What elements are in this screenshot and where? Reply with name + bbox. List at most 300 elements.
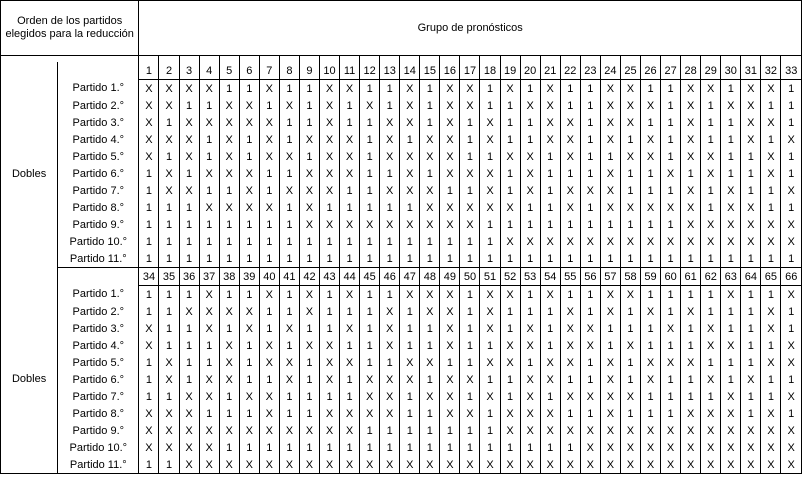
prediction-cell: 1 <box>460 337 480 354</box>
prediction-cell: X <box>340 148 360 165</box>
prediction-cell: X <box>520 182 540 199</box>
match-label: Partido 7.° <box>58 182 139 199</box>
prediction-cell: X <box>139 114 159 131</box>
prediction-cell: 1 <box>299 114 319 131</box>
prediction-cell: X <box>580 439 600 456</box>
prediction-cell: X <box>600 354 620 371</box>
prediction-cell: 1 <box>460 250 480 268</box>
prediction-cell: X <box>560 422 580 439</box>
prediction-cell: X <box>661 165 681 182</box>
prediction-cell: 1 <box>159 456 179 474</box>
prediction-cell: 1 <box>199 405 219 422</box>
prediction-cell: X <box>239 388 259 405</box>
prediction-cell: X <box>701 320 721 337</box>
match-row <box>1 388 802 405</box>
prediction-cell: 1 <box>500 97 520 114</box>
dobles-label: Dobles <box>1 268 58 474</box>
group-number: 11 <box>340 62 360 80</box>
prediction-cell: X <box>681 456 701 474</box>
prediction-cell: X <box>600 456 620 474</box>
prediction-cell: 1 <box>480 371 500 388</box>
match-row <box>1 439 802 456</box>
prediction-cell: 1 <box>701 97 721 114</box>
prediction-cell: 1 <box>360 320 380 337</box>
prediction-cell: X <box>781 354 802 371</box>
prediction-cell: 1 <box>199 131 219 148</box>
group-number: 27 <box>661 62 681 80</box>
prediction-cell: X <box>139 131 159 148</box>
prediction-cell: X <box>199 114 219 131</box>
prediction-cell: X <box>420 131 440 148</box>
prediction-cell: 1 <box>360 286 380 304</box>
prediction-cell: 1 <box>640 114 660 131</box>
prediction-cell: 1 <box>139 165 159 182</box>
match-row <box>1 303 802 320</box>
prediction-cell: X <box>560 337 580 354</box>
prediction-cell: 1 <box>400 250 420 268</box>
prediction-cell: X <box>620 97 640 114</box>
prediction-cell: 1 <box>420 114 440 131</box>
prediction-cell: X <box>299 456 319 474</box>
prediction-cell: 1 <box>340 303 360 320</box>
prediction-cell: 1 <box>721 148 741 165</box>
match-label: Partido 2.° <box>58 303 139 320</box>
prediction-cell: 1 <box>179 286 199 304</box>
prediction-cell: 1 <box>400 439 420 456</box>
prediction-cell: 1 <box>179 337 199 354</box>
prediction-cell: 1 <box>640 405 660 422</box>
prediction-cell: X <box>460 165 480 182</box>
prediction-cell: 1 <box>279 439 299 456</box>
prediction-cell: X <box>701 439 721 456</box>
prediction-cell: X <box>259 114 279 131</box>
prediction-cell: 1 <box>340 371 360 388</box>
prediction-cell: 1 <box>580 97 600 114</box>
prediction-cell: X <box>179 182 199 199</box>
prediction-cell: 1 <box>701 388 721 405</box>
prediction-cell: X <box>259 422 279 439</box>
prediction-cell: X <box>761 80 781 98</box>
prediction-cell: 1 <box>299 405 319 422</box>
prediction-cell: 1 <box>139 371 159 388</box>
prediction-cell: X <box>179 456 199 474</box>
prediction-cell: 1 <box>420 439 440 456</box>
prediction-cell: X <box>681 131 701 148</box>
prediction-cell: 1 <box>781 405 802 422</box>
prediction-cell: 1 <box>279 250 299 268</box>
prediction-cell: X <box>761 354 781 371</box>
prediction-cell: 1 <box>420 80 440 98</box>
prediction-cell: 1 <box>139 250 159 268</box>
prediction-cell: 1 <box>781 199 802 216</box>
prediction-cell: X <box>139 148 159 165</box>
prediction-cell: 1 <box>299 250 319 268</box>
prediction-cell: X <box>380 182 400 199</box>
match-row <box>1 97 802 114</box>
prediction-cell: X <box>500 199 520 216</box>
prediction-cell: 1 <box>540 439 560 456</box>
prediction-cell: 1 <box>440 250 460 268</box>
prediction-cell: X <box>640 131 660 148</box>
prediction-cell: 1 <box>340 388 360 405</box>
prediction-cell: X <box>239 303 259 320</box>
prediction-cell: 1 <box>600 337 620 354</box>
prediction-cell: 1 <box>400 405 420 422</box>
group-number: 29 <box>701 62 721 80</box>
match-label: Partido 10.° <box>58 233 139 250</box>
prediction-cell: 1 <box>500 182 520 199</box>
prediction-cell: X <box>781 182 802 199</box>
prediction-cell: X <box>279 148 299 165</box>
prediction-cell: 1 <box>319 303 339 320</box>
prediction-cell: X <box>661 233 681 250</box>
prediction-cell: 1 <box>781 165 802 182</box>
prediction-cell: 1 <box>721 371 741 388</box>
prediction-cell: X <box>781 388 802 405</box>
prediction-cell: X <box>319 131 339 148</box>
group-number: 19 <box>500 62 520 80</box>
prediction-cell: 1 <box>340 250 360 268</box>
match-label: Partido 7.° <box>58 388 139 405</box>
prediction-cell: X <box>340 131 360 148</box>
prediction-cell: 1 <box>701 114 721 131</box>
match-label: Partido 3.° <box>58 320 139 337</box>
prediction-cell: X <box>440 405 460 422</box>
prediction-cell: X <box>500 456 520 474</box>
group-number: 36 <box>179 268 199 286</box>
prediction-cell: X <box>159 97 179 114</box>
prediction-cell: X <box>440 371 460 388</box>
prediction-cell: 1 <box>480 337 500 354</box>
prediction-cell: X <box>219 199 239 216</box>
group-number: 6 <box>239 62 259 80</box>
group-number: 8 <box>279 62 299 80</box>
match-label: Partido 5.° <box>58 148 139 165</box>
prediction-cell: X <box>721 456 741 474</box>
prediction-cell: 1 <box>360 422 380 439</box>
prediction-cell: 1 <box>219 405 239 422</box>
prediction-cell: X <box>299 182 319 199</box>
prediction-cell: X <box>580 320 600 337</box>
prediction-cell: X <box>440 97 460 114</box>
prediction-cell: X <box>440 216 460 233</box>
prediction-cell: X <box>219 354 239 371</box>
prediction-cell: X <box>440 320 460 337</box>
prediction-cell: X <box>340 80 360 98</box>
prediction-cell: 1 <box>560 286 580 304</box>
prediction-cell: X <box>340 422 360 439</box>
prediction-cell: X <box>620 148 640 165</box>
prediction-cell: X <box>681 114 701 131</box>
prediction-cell: 1 <box>560 216 580 233</box>
prediction-cell: 1 <box>219 216 239 233</box>
prediction-cell: 1 <box>620 320 640 337</box>
prediction-cell: X <box>761 456 781 474</box>
prediction-cell: 1 <box>741 388 761 405</box>
group-number: 52 <box>500 268 520 286</box>
prediction-cell: X <box>701 422 721 439</box>
prediction-cell: X <box>319 148 339 165</box>
prediction-cell: 1 <box>219 233 239 250</box>
prediction-cell: 1 <box>299 80 319 98</box>
prediction-cell: X <box>540 422 560 439</box>
prediction-cell: 1 <box>661 182 681 199</box>
prediction-cell: X <box>600 199 620 216</box>
match-label: Partido 8.° <box>58 405 139 422</box>
match-row <box>1 114 802 131</box>
prediction-cell: X <box>741 114 761 131</box>
group-number: 7 <box>259 62 279 80</box>
prediction-cell: X <box>580 388 600 405</box>
prediction-cell: X <box>360 97 380 114</box>
match-row <box>1 148 802 165</box>
prediction-cell: X <box>600 422 620 439</box>
prediction-cell: 1 <box>761 199 781 216</box>
prediction-cell: X <box>661 320 681 337</box>
prediction-cell: X <box>319 371 339 388</box>
prediction-cell: 1 <box>299 148 319 165</box>
prediction-cell: X <box>600 233 620 250</box>
prediction-cell: 1 <box>179 165 199 182</box>
prediction-cell: 1 <box>159 303 179 320</box>
prediction-cell: 1 <box>279 233 299 250</box>
prediction-cell: X <box>721 439 741 456</box>
prediction-cell: 1 <box>560 165 580 182</box>
prediction-cell: X <box>741 371 761 388</box>
prediction-cell: 1 <box>460 320 480 337</box>
prediction-cell: X <box>480 303 500 320</box>
prediction-cell: 1 <box>139 199 159 216</box>
prediction-cell: X <box>600 80 620 98</box>
prediction-cell: X <box>340 165 360 182</box>
prediction-cell: X <box>701 216 721 233</box>
prediction-cell: X <box>219 422 239 439</box>
prediction-cell: X <box>640 456 660 474</box>
prediction-cell: 1 <box>279 131 299 148</box>
prediction-cell: 1 <box>761 131 781 148</box>
prediction-cell: 1 <box>440 439 460 456</box>
group-number: 53 <box>520 268 540 286</box>
group-number: 15 <box>420 62 440 80</box>
prediction-cell: 1 <box>259 182 279 199</box>
prediction-cell: 1 <box>580 405 600 422</box>
prediction-cell: X <box>741 97 761 114</box>
prediction-cell: X <box>380 148 400 165</box>
group-number: 44 <box>340 268 360 286</box>
match-row <box>1 216 802 233</box>
prediction-cell: 1 <box>640 320 660 337</box>
prediction-cell: X <box>761 320 781 337</box>
prediction-cell: 1 <box>640 216 660 233</box>
prediction-cell: X <box>199 303 219 320</box>
prediction-cell: X <box>360 216 380 233</box>
prediction-cell: X <box>199 320 219 337</box>
prediction-cell: X <box>781 216 802 233</box>
group-number: 34 <box>139 268 159 286</box>
prediction-cell: 1 <box>400 422 420 439</box>
prediction-cell: X <box>460 456 480 474</box>
group-number: 35 <box>159 268 179 286</box>
prediction-cell: X <box>420 286 440 304</box>
prediction-cell: 1 <box>139 354 159 371</box>
prediction-cell: 1 <box>420 337 440 354</box>
prediction-cell: X <box>520 371 540 388</box>
prediction-cell: 1 <box>460 131 480 148</box>
prediction-cell: X <box>560 233 580 250</box>
prediction-cell: 1 <box>781 250 802 268</box>
prediction-cell: X <box>380 388 400 405</box>
prediction-cell: X <box>500 80 520 98</box>
prediction-cell: X <box>259 199 279 216</box>
match-row <box>1 422 802 439</box>
prediction-cell: 1 <box>380 286 400 304</box>
prediction-cell: 1 <box>259 233 279 250</box>
prediction-cell: X <box>620 456 640 474</box>
prediction-cell: 1 <box>560 250 580 268</box>
prediction-cell: X <box>319 354 339 371</box>
group-number: 26 <box>640 62 660 80</box>
prediction-cell: 1 <box>500 439 520 456</box>
prediction-cell: X <box>781 337 802 354</box>
prediction-cell: X <box>440 286 460 304</box>
prediction-cell: X <box>640 303 660 320</box>
prediction-cell: X <box>340 320 360 337</box>
prediction-cell: X <box>520 422 540 439</box>
prediction-cell: X <box>721 233 741 250</box>
prediction-cell: 1 <box>460 182 480 199</box>
prediction-cell: X <box>761 422 781 439</box>
prediction-cell: 1 <box>560 405 580 422</box>
prediction-cell: 1 <box>661 131 681 148</box>
prediction-cell: X <box>540 80 560 98</box>
prediction-cell: 1 <box>319 250 339 268</box>
group-number: 54 <box>540 268 560 286</box>
prediction-cell: X <box>480 388 500 405</box>
prediction-cell: X <box>600 131 620 148</box>
prediction-cell: 1 <box>620 165 640 182</box>
prediction-cell: 1 <box>440 233 460 250</box>
prediction-cell: 1 <box>259 303 279 320</box>
prediction-cell: 1 <box>540 148 560 165</box>
prediction-cell: 1 <box>721 303 741 320</box>
prediction-cell: 1 <box>340 114 360 131</box>
prediction-cell: 1 <box>540 165 560 182</box>
prediction-cell: X <box>520 337 540 354</box>
prediction-cell: X <box>319 405 339 422</box>
prediction-cell: 1 <box>380 165 400 182</box>
prediction-cell: 1 <box>360 250 380 268</box>
prediction-cell: 1 <box>279 165 299 182</box>
prediction-cell: X <box>620 114 640 131</box>
prediction-cell: X <box>741 131 761 148</box>
prediction-cell: 1 <box>741 148 761 165</box>
prediction-cell: 1 <box>681 388 701 405</box>
prediction-cell: X <box>540 371 560 388</box>
prediction-cell: 1 <box>380 233 400 250</box>
prediction-cell: X <box>319 337 339 354</box>
prediction-cell: 1 <box>540 199 560 216</box>
prediction-cell: 1 <box>640 182 660 199</box>
prediction-cell: X <box>480 165 500 182</box>
match-row <box>1 250 802 268</box>
prediction-cell: 1 <box>500 131 520 148</box>
prediction-cell: 1 <box>640 337 660 354</box>
match-row <box>1 182 802 199</box>
prediction-cell: X <box>520 405 540 422</box>
prediction-cell: X <box>219 456 239 474</box>
group-number: 14 <box>400 62 420 80</box>
prediction-cell: 1 <box>319 286 339 304</box>
prediction-cell: X <box>560 131 580 148</box>
prediction-cell: 1 <box>259 97 279 114</box>
prediction-cell: 1 <box>299 439 319 456</box>
prediction-cell: X <box>259 388 279 405</box>
prediction-cell: 1 <box>540 216 560 233</box>
group-number: 61 <box>681 268 701 286</box>
prediction-cell: X <box>380 405 400 422</box>
prediction-cell: 1 <box>661 250 681 268</box>
prediction-cell: X <box>420 182 440 199</box>
prediction-cell: 1 <box>340 439 360 456</box>
prediction-cell: X <box>440 165 460 182</box>
prediction-cell: 1 <box>781 80 802 98</box>
prediction-cell: 1 <box>580 148 600 165</box>
prediction-cell: 1 <box>420 97 440 114</box>
prediction-cell: X <box>520 148 540 165</box>
match-row <box>1 233 802 250</box>
prediction-cell: X <box>159 422 179 439</box>
prediction-cell: 1 <box>400 303 420 320</box>
prediction-cell: 1 <box>500 250 520 268</box>
prediction-cell: 1 <box>681 286 701 304</box>
prediction-cell: X <box>480 131 500 148</box>
prediction-cell: 1 <box>741 320 761 337</box>
prediction-cell: X <box>480 114 500 131</box>
prediction-cell: X <box>380 320 400 337</box>
prediction-cell: X <box>279 354 299 371</box>
prediction-cell: X <box>741 80 761 98</box>
prediction-cell: 1 <box>279 303 299 320</box>
prediction-cell: 1 <box>781 97 802 114</box>
group-number: 38 <box>219 268 239 286</box>
prediction-cell: 1 <box>259 371 279 388</box>
group-number: 48 <box>420 268 440 286</box>
prediction-cell: 1 <box>480 439 500 456</box>
prediction-cell: 1 <box>239 371 259 388</box>
dobles-label: Dobles <box>1 62 58 268</box>
match-row <box>1 165 802 182</box>
prediction-cell: 1 <box>640 165 660 182</box>
prediction-cell: 1 <box>781 371 802 388</box>
prediction-cell: X <box>340 286 360 304</box>
prediction-cell: X <box>560 320 580 337</box>
prediction-cell: 1 <box>520 131 540 148</box>
prediction-cell: 1 <box>279 286 299 304</box>
prediction-cell: X <box>400 148 420 165</box>
prediction-cell: 1 <box>319 320 339 337</box>
prediction-cell: 1 <box>520 114 540 131</box>
prediction-cell: 1 <box>460 233 480 250</box>
prediction-cell: 1 <box>620 131 640 148</box>
prediction-cell: X <box>400 371 420 388</box>
prediction-cell: X <box>420 388 440 405</box>
prediction-cell: X <box>520 97 540 114</box>
prediction-cell: X <box>440 303 460 320</box>
prediction-cell: 1 <box>480 250 500 268</box>
prediction-cell: 1 <box>520 80 540 98</box>
prediction-cell: X <box>279 320 299 337</box>
match-label: Partido 10.° <box>58 439 139 456</box>
